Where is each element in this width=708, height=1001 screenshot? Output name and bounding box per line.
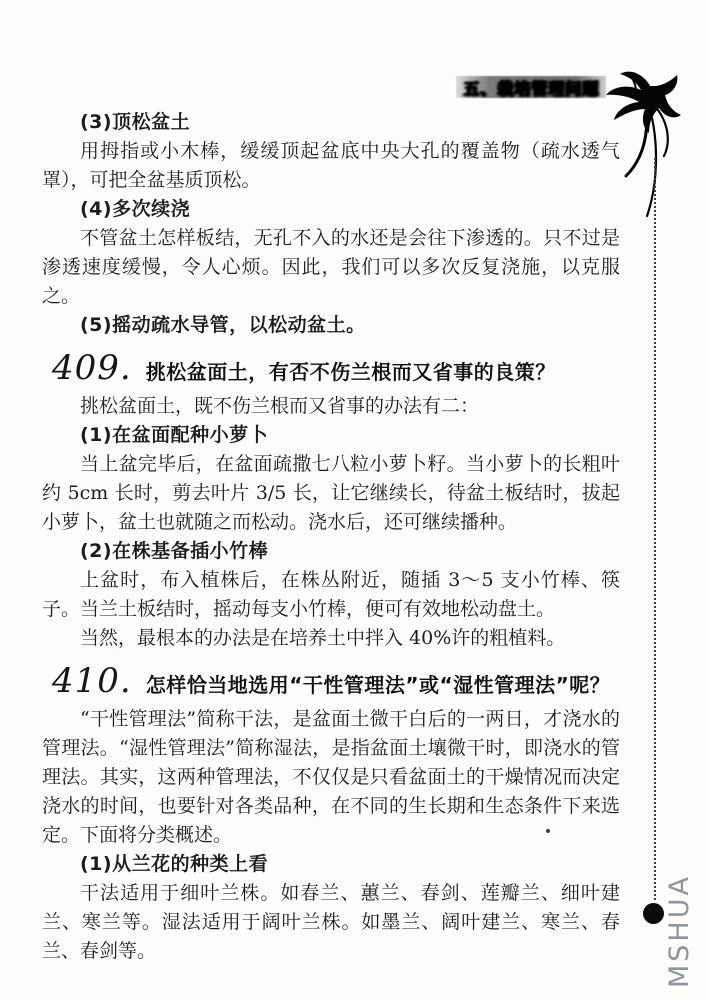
question-409-subheading-2: (2)在株基备插小竹棒 xyxy=(80,540,269,562)
question-409-paragraph-1: 当上盆完毕后，在盆面疏撒七八粒小萝卜籽。当小萝卜的长粗叶约 5cm 长时，剪去叶片 3/5 长，让它继续长，待盆土板结时，拔起小萝卜，盆土也就随之而松动。浇水后，还可继续播种。 xyxy=(42,453,620,533)
watermark-text: MSHUA xyxy=(664,874,695,988)
subheading-408-3: (3)顶松盆土 xyxy=(80,111,191,133)
question-409-intro: 挑松盆面土，既不伤兰根而又省事的办法有二： xyxy=(80,395,480,417)
chapter-banner xyxy=(456,76,606,98)
margin-dotted-line xyxy=(654,158,656,900)
question-410-paragraph-1: 干法适用于细叶兰株。如春兰、蕙兰、春剑、莲瓣兰、细叶建兰、寒兰等。湿法适用于阔叶兰株。如墨兰、阔叶建兰、寒兰、春兰、春剑等。 xyxy=(42,882,620,962)
question-410-subheading-1: (1)从兰花的种类上看 xyxy=(80,853,269,875)
question-409-closing: 当然，最根本的办法是在培养土中拌入 40%许的粗植料。 xyxy=(80,627,566,649)
question-410-number: 410. xyxy=(52,661,132,701)
question-410-intro: “干性管理法”简称干法，是盆面土微干白后的一两日，才浇水的管理法。“湿性管理法”简称湿法，是指盆面土壤微干时，即浇水的管理法。其实，这两种管理法，不仅仅是只看盆面土的干燥情况而决定浇水的时间，也要针对各类品种，在不同的生长期和生态条件下来选定。下面将分类概述。 xyxy=(42,708,620,846)
question-409-number: 409. xyxy=(52,348,132,388)
chapter-banner-label: 五、栽培管理问题 xyxy=(462,78,599,98)
page-marker-dot xyxy=(643,903,664,924)
question-409-title: 挑松盆面土，有否不伤兰根而又省事的良策？ xyxy=(145,360,556,384)
question-409-subheading-1: (1)在盆面配种小萝卜 xyxy=(80,424,269,446)
question-409-heading xyxy=(52,346,620,390)
paragraph-408-3: 用拇指或小木棒，缓缓顶起盆底中央大孔的覆盖物（疏水透气罩），可把全盆基质顶松。 xyxy=(42,140,620,191)
paragraph-408-4: 不管盆土怎样板结，无孔不入的水还是会往下渗透的。只不过是渗透速度缓慢，令人心烦。因此，我们可以多次反复浇施，以克服之。 xyxy=(42,227,620,307)
question-410-title: 怎样恰当地选用“干性管理法”或“湿性管理法”呢？ xyxy=(145,673,611,697)
question-409-paragraph-2: 上盆时，布入植株后，在株丛附近，随插 3～5 支小竹棒、筷子。当兰土板结时，摇动每支小竹棒，便可有效地松动盘土。 xyxy=(42,569,620,620)
question-410-heading xyxy=(52,659,620,703)
subheading-408-4: (4)多次续浇 xyxy=(80,198,191,220)
subheading-408-5: (5)摇动疏水导管，以松动盆土。 xyxy=(80,314,366,336)
text-column xyxy=(42,108,620,966)
